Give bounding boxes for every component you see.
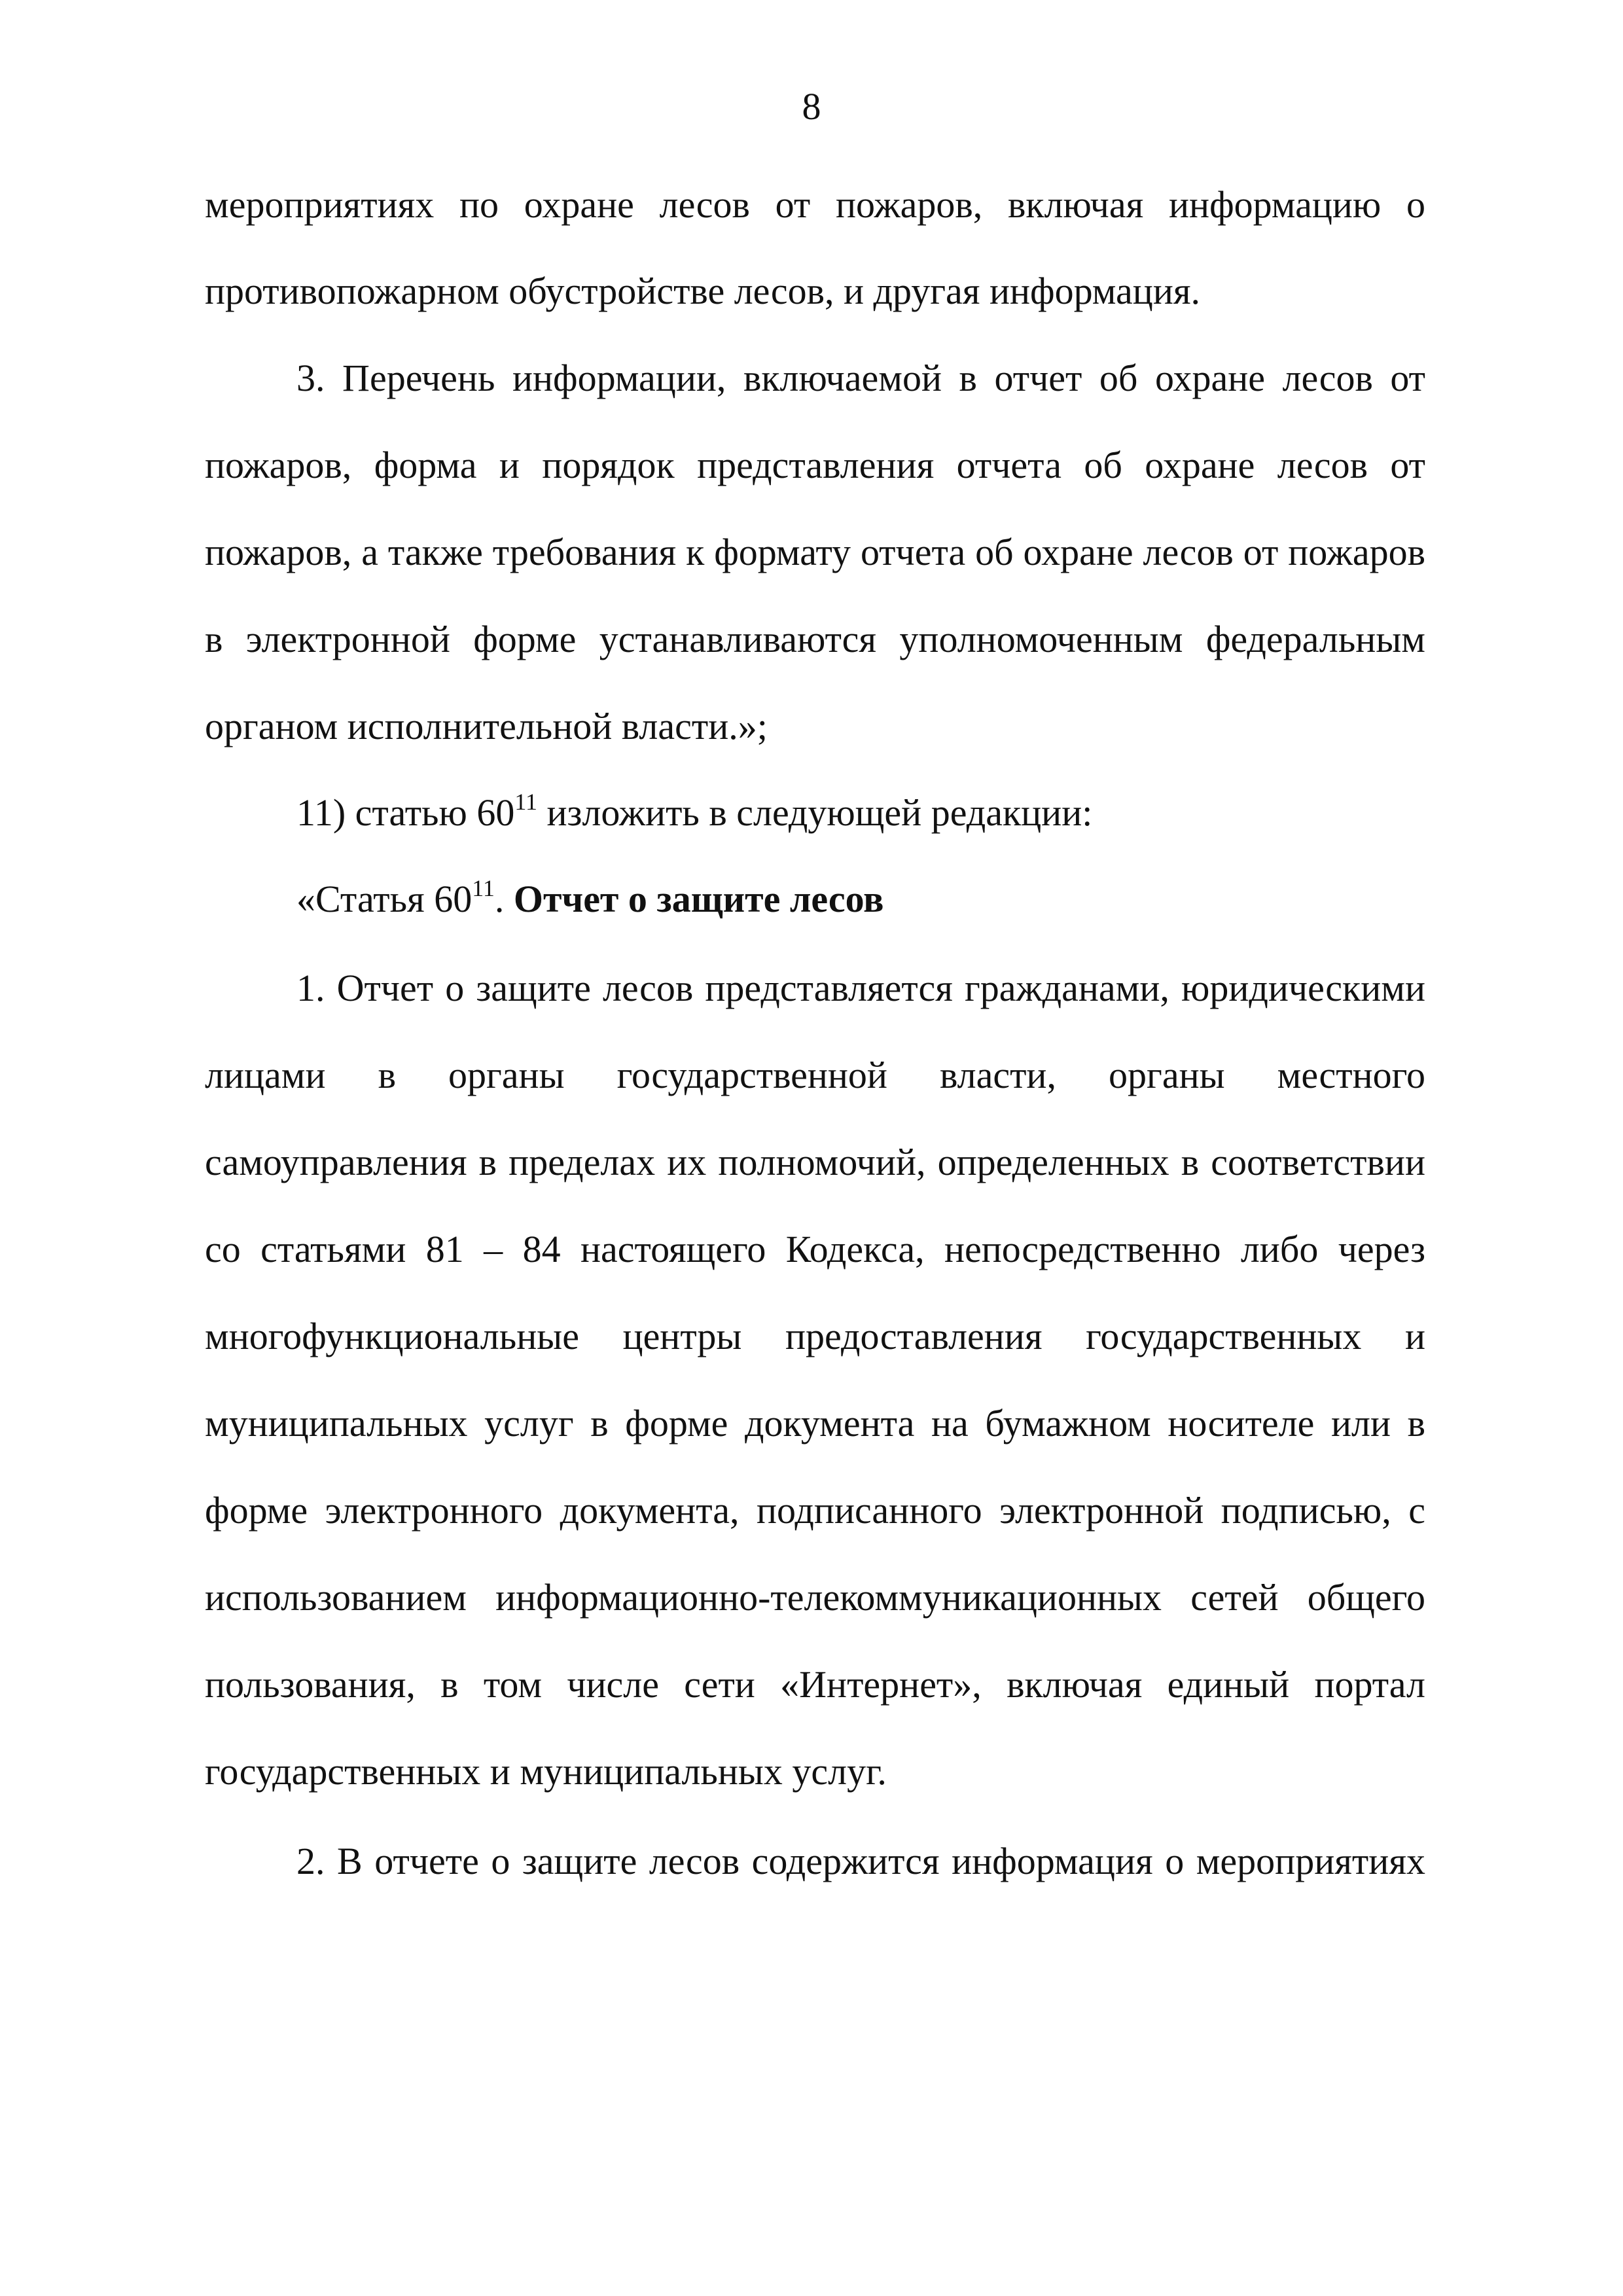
text-line: 3. Перечень информации, включаемой в отчет об охране лесов от — [296, 357, 1425, 399]
text-line: муниципальных услуг в форме документа на бумажном носителе или в — [205, 1402, 1425, 1444]
text-line: органом исполнительной власти.»; — [205, 705, 768, 747]
article-title: Отчет о защите лесов — [513, 878, 884, 920]
text-fragment: изложить в следующей редакции: — [537, 791, 1093, 834]
superscript: 11 — [514, 788, 538, 815]
text-fragment: 11) статью 60 — [296, 791, 515, 834]
text-line: государственных и муниципальных услуг. — [205, 1750, 887, 1793]
text-line: форме электронного документа, подписанного электронной подписью, с — [205, 1489, 1425, 1532]
text-line: пользования, в том числе сети «Интернет», включая единый портал — [205, 1663, 1425, 1706]
text-fragment: . — [494, 878, 514, 920]
text-line — [296, 790, 1425, 836]
text-line: со статьями 81 – 84 настоящего Кодекса, непосредственно либо через — [205, 1228, 1425, 1270]
page-number: 8 — [802, 85, 821, 128]
superscript: 11 — [472, 874, 495, 901]
text-line: многофункциональные центры предоставления государственных и — [205, 1315, 1425, 1357]
text-line: самоуправления в пределах их полномочий, определенных в соответствии — [205, 1141, 1425, 1183]
text-fragment: «Статья 60 — [296, 878, 473, 920]
text-line: в электронной форме устанавливаются уполномоченным федеральным — [205, 618, 1425, 660]
text-line: 1. Отчет о защите лесов представляется гражданами, юридическими — [296, 967, 1425, 1009]
text-line: мероприятиях по охране лесов от пожаров, включая информацию о — [205, 183, 1425, 226]
article-heading — [296, 876, 1425, 922]
text-line: использованием информационно-телекоммуникационных сетей общего — [205, 1576, 1425, 1619]
text-line: 2. В отчете о защите лесов содержится информация о мероприятиях — [296, 1840, 1425, 1882]
text-line: лицами в органы государственной власти, органы местного — [205, 1054, 1425, 1096]
text-line: пожаров, форма и порядок представления отчета об охране лесов от — [205, 444, 1425, 486]
text-line: противопожарном обустройстве лесов, и другая информация. — [205, 270, 1201, 312]
text-line: пожаров, а также требования к формату отчета об охране лесов от пожаров — [205, 531, 1425, 573]
